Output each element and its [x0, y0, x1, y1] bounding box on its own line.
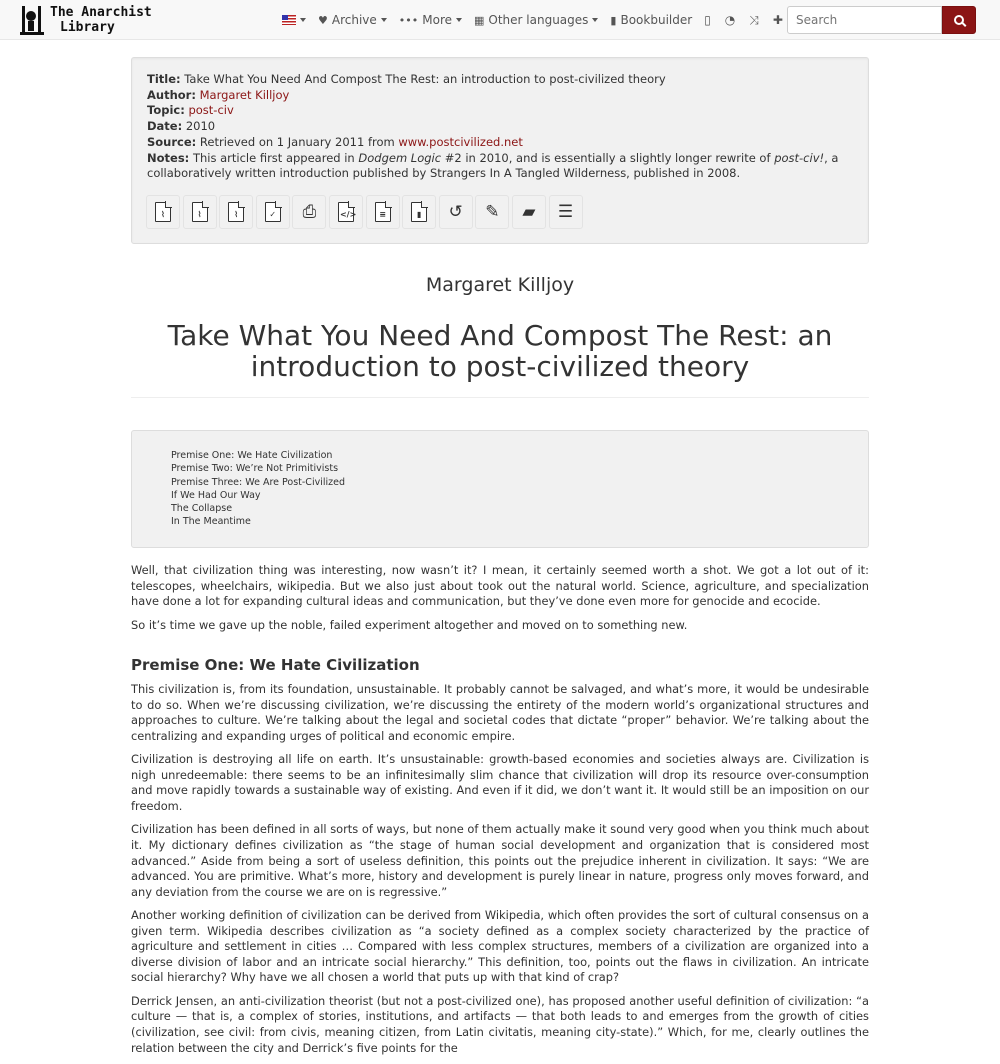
- add-to-bookbuilder-button[interactable]: [512, 195, 546, 229]
- topic-link[interactable]: post-civ: [188, 103, 234, 118]
- history-icon: ↺: [448, 201, 463, 222]
- chevron-down-icon: [300, 18, 306, 22]
- us-flag-icon: [282, 15, 296, 25]
- download-toolbar: [146, 195, 585, 229]
- paragraph: Civilization is destroying all life on earth. It’s unsustainable: growth-based economies and societies always are. Civilization is nigh unredeemable: there seems to be an infinitesimally slim chance that civilization will drop its resource over-consumption and move rapidly towards a sustainable way of existing. And even if it did, we don’t want it. It would still be an imposition on our freedom.: [131, 752, 869, 813]
- pdf-icon: ⌇: [192, 202, 208, 222]
- code-file-icon: </>: [338, 202, 354, 222]
- brand-line-1: The Anarchist: [50, 5, 152, 20]
- meta-author-row: [147, 88, 853, 104]
- list-view-button[interactable]: [549, 195, 583, 229]
- anarchist-logo-icon: [18, 3, 46, 37]
- notes-label: Notes:: [147, 150, 190, 165]
- search-form: [787, 6, 976, 34]
- notes-text: , a collaboratively written introduction published by Strangers In A Tangled Wilderness, published in 2008.: [147, 150, 839, 181]
- plain-text-button[interactable]: [366, 195, 400, 229]
- other-languages-label: Other languages: [488, 13, 589, 27]
- source-label: Source:: [147, 134, 197, 149]
- language-flag-dropdown[interactable]: [282, 15, 306, 25]
- source-text: Retrieved on 1 January 2011 from: [199, 134, 399, 149]
- pdf-icon: ⌇: [228, 202, 244, 222]
- plus-icon[interactable]: ✚: [772, 13, 783, 27]
- book-icon: ▰: [522, 201, 536, 222]
- brand-line-2: Library: [60, 20, 115, 35]
- edit-icon: ✎: [485, 201, 500, 222]
- more-menu[interactable]: [399, 13, 462, 27]
- source-link[interactable]: www.postcivilized.net: [398, 134, 523, 149]
- other-languages-menu[interactable]: [474, 13, 598, 27]
- book-icon: ▮: [610, 13, 617, 27]
- bookbuilder-link[interactable]: [610, 13, 692, 27]
- top-navbar: [0, 0, 1000, 40]
- notes-italic: Dodgem Logic: [358, 150, 442, 165]
- topic-label: Topic:: [147, 103, 185, 118]
- bookbuilder-label: Bookbuilder: [620, 13, 693, 27]
- search-button[interactable]: [942, 6, 976, 34]
- ellipsis-icon: •••: [398, 13, 419, 27]
- section-heading: Premise One: We Hate Civilization: [131, 656, 420, 674]
- brand-logo[interactable]: [18, 3, 152, 37]
- table-of-contents: [131, 430, 869, 548]
- pdf-download-button[interactable]: [146, 195, 180, 229]
- author-label: Author:: [147, 87, 196, 102]
- toc-item[interactable]: If We Had Our Way: [171, 489, 261, 501]
- letter-pdf-download-button[interactable]: [219, 195, 253, 229]
- meta-title-row: [147, 72, 853, 88]
- title-label: Title:: [147, 72, 181, 86]
- chevron-down-icon: [381, 18, 387, 22]
- search-input[interactable]: [787, 6, 942, 34]
- a4-pdf-download-button[interactable]: [183, 195, 217, 229]
- chevron-down-icon: [456, 18, 462, 22]
- pdf-icon: ⌇: [155, 202, 171, 222]
- heart-icon: ♥: [318, 13, 328, 27]
- meta-notes-row: [147, 151, 853, 182]
- date-label: Date:: [147, 119, 183, 134]
- list-icon: ☰: [557, 201, 574, 222]
- rss-icon[interactable]: ◔: [724, 13, 736, 27]
- notes-italic: post-civ!: [774, 150, 825, 165]
- paragraph: Civilization has been defined in all sorts of ways, but none of them actually make it sound very good when you think much about it. My dictionary defines civilization as “the stage of human social development and organization that is considered most advanced.” Aside from being a sort of useless definition, this points out the prejudice inherent in civilization. It says: “We are advanced. You are primitive. What’s more, history and development is purely linear in nature, progress only moves forward, and any deviation from the course we are on is regressive.”: [131, 822, 869, 899]
- grid-icon: ▦: [474, 13, 485, 27]
- archive-label: Archive: [331, 13, 377, 27]
- epub-download-button[interactable]: [329, 195, 363, 229]
- paragraph: Derrick Jensen, an anti-civilization theorist (but not a post-civilized one), has proposed another useful definition of civilization: “a culture — that is, a complex of stories, institutions, and artifacts — that both leads to and emerges from the growth of cities (civilization, see civil: from civis, meaning citizen, from Latin civitatis, meaning city-state).” Which, for me, clearly outlines the relation between the city and Derrick’s five points for the: [131, 993, 869, 1055]
- source-zip-button[interactable]: [402, 195, 436, 229]
- toc-item[interactable]: Premise Two: We’re Not Primitivists: [171, 463, 339, 475]
- zip-file-icon: ▮: [411, 202, 427, 222]
- imposed-pdf-download-button[interactable]: [256, 195, 290, 229]
- article-title: Take What You Need And Compost The Rest: an introduction to post-civilized theory: [167, 319, 833, 383]
- notes-text: This article first appeared in: [192, 150, 359, 165]
- paragraph: So it’s time we gave up the noble, failed experiment altogether and moved on to something new.: [131, 617, 688, 632]
- text-file-icon: ≡: [375, 202, 391, 222]
- print-button[interactable]: [292, 195, 326, 229]
- meta-source-row: [147, 135, 853, 151]
- toc-item[interactable]: Premise One: We Hate Civilization: [171, 450, 333, 461]
- author-link[interactable]: Margaret Killjoy: [199, 87, 290, 102]
- toc-item[interactable]: In The Meantime: [171, 516, 251, 528]
- search-icon: [954, 15, 964, 25]
- divider: [131, 397, 869, 398]
- intro-text: [131, 563, 869, 641]
- brand-text: [50, 5, 152, 35]
- meta-date-row: [147, 119, 853, 135]
- chevron-down-icon: [592, 18, 598, 22]
- article-author: Margaret Killjoy: [425, 274, 575, 296]
- printer-icon: ⎙: [302, 201, 317, 222]
- meta-title: Take What You Need And Compost The Rest: an introduction to post-civilized theory: [184, 72, 666, 86]
- imposed-pdf-icon: ✓: [265, 202, 281, 222]
- notes-text: #2 in 2010, and is essentially a slightly longer rewrite of: [441, 150, 775, 165]
- more-label: More: [422, 13, 452, 27]
- edit-button[interactable]: [475, 195, 509, 229]
- toc-item[interactable]: The Collapse: [171, 503, 233, 515]
- mobile-icon[interactable]: ▯: [704, 13, 711, 27]
- toc-item[interactable]: Premise Three: We Are Post-Civilized: [171, 476, 345, 488]
- text-metadata-panel: [131, 57, 869, 244]
- nav-menu: [282, 0, 820, 40]
- history-button[interactable]: [439, 195, 473, 229]
- section-body: [131, 682, 869, 1064]
- paragraph: This civilization is, from its foundation, unsustainable. It probably cannot be salvaged, and what’s more, it would be undesirable to do so. When we’re discussing civilization, we’re discussing the entirety of the modern world’s organizational structures and approaches to culture. We’re talking about the legal and societal codes that dictate “proper” behavior. We’re talking about the centralizing and expanding urges of political and economic empire.: [131, 682, 869, 743]
- meta-topic-row: [147, 103, 853, 119]
- paragraph: Another working definition of civilization can be derived from Wikipedia, which often provides the sort of cultural consensus on a given term. Wikipedia describes civilization as “a society defined as a complex society characterized by the practice of agriculture and settlement in cities … Compared with less complex structures, members of a civilization are organized into a diverse division of labor and an intricate social hierarchy.” This definition, too, points out the flaws in civilization. An intricate social hierarchy? Why have we all chosen a world that puts up with that kind of crap?: [131, 908, 869, 985]
- meta-date: 2010: [185, 119, 216, 134]
- archive-menu[interactable]: [318, 13, 387, 27]
- paragraph: Well, that civilization thing was interesting, now wasn’t it? I mean, it certainly seemed worth a shot. We got a lot out of it: telescopes, wheelchairs, wikipedia. But we also just about took out the natural world. Science, agriculture, and specialization have done a lot for expanding cultural ideas and communication, but they’ve done even more for genocide and ecocide.: [131, 563, 869, 609]
- random-icon[interactable]: ⤨: [749, 12, 759, 27]
